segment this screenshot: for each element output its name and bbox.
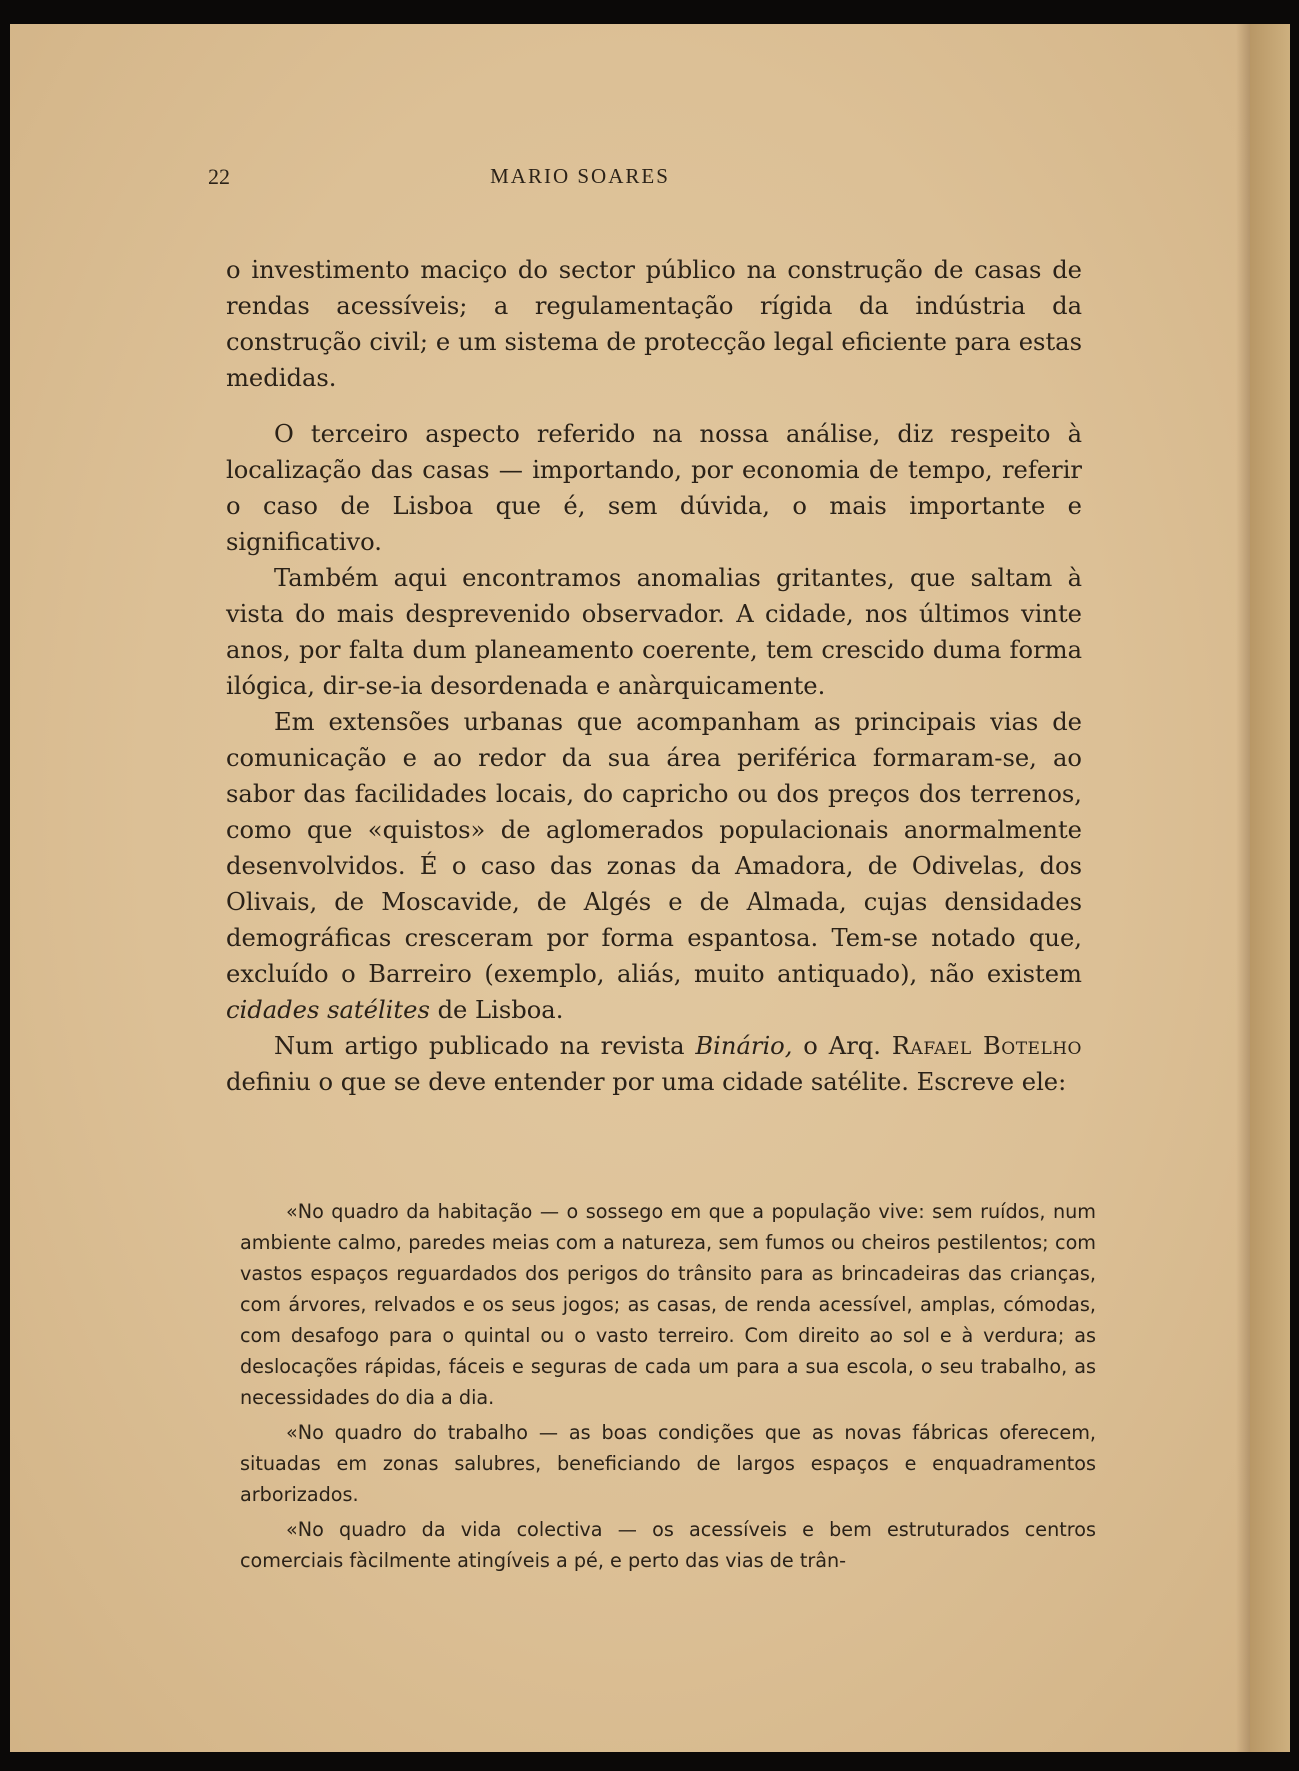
- page-edge-shadow: [1236, 24, 1250, 1752]
- paragraph-4-end: de Lisboa.: [429, 996, 564, 1024]
- author-name: Rafael Botelho: [891, 1032, 1082, 1060]
- paragraph-1: o investimento maciço do sector público na construção de casas de rendas acessíveis; a regulamentação rígida da indústria da construção civil; e um sistema de protecção legal eficiente para estas medidas.: [226, 256, 1082, 392]
- paragraph-5-mid: o Arq.: [792, 1032, 892, 1060]
- paragraph-5-end: definiu o que se deve entender por uma cidade satélite. Escreve ele:: [226, 1068, 1067, 1096]
- journal-title: Binário,: [695, 1032, 793, 1060]
- running-head: MARIO SOARES: [490, 164, 670, 188]
- quote-paragraph-1: «No quadro da habitação — o sossego em que a população vive: sem ruídos, num ambiente calmo, paredes meias com a natureza, sem fumos ou cheiros pestilentos; com vastos espaços reguardados dos perigos do trânsito para as brincadeiras das crianças, com árvores, relvados e os seus jogos; as casas, de renda acessível, amplas, cómodas, com desafogo para o quintal ou o vasto terreiro. Com direito ao sol e à verdura; as deslocações rápidas, fáceis e seguras de cada um para a sua escola, o seu trabalho, as necessidades do dia a dia.: [240, 1200, 1096, 1409]
- adjacent-page-edge: [1250, 24, 1290, 1752]
- quote-paragraph-3: «No quadro da vida colectiva — os acessíveis e bem estruturados centros comerciais fàcilmente atingíveis a pé, e perto das vias de trân-: [240, 1518, 1096, 1572]
- paragraph-5: [226, 1028, 1082, 1100]
- body-text: [226, 252, 1082, 1100]
- paragraph-2: O terceiro aspecto referido na nossa análise, diz respeito à localização das casas — importando, por economia de tempo, referir o caso de Lisboa que é, sem dúvida, o mais importante e significativo.: [226, 420, 1082, 556]
- paragraph-4-text: Em extensões urbanas que acompanham as principais vias de comunicação e ao redor da sua área periférica formaram-se, ao sabor das facilidades locais, do capricho ou dos preços dos terrenos, como que «quistos» de aglomerados populacionais anormalmente desenvolvidos. É o caso das zonas da Amadora, de Odivelas, dos Olivais, de Moscavide, de Algés e de Almada, cujas densidades demográficas cresceram por forma espantosa. Tem-se notado que, excluído o Barreiro (exemplo, aliás, muito antiquado), não existem: [226, 708, 1082, 988]
- book-page: [10, 24, 1250, 1752]
- paragraph-4: [226, 704, 1082, 1028]
- paragraph-5-start: Num artigo publicado na revista: [274, 1032, 696, 1060]
- paragraph-4-italic: cidades satélites: [226, 996, 430, 1024]
- quote-paragraph-2: «No quadro do trabalho — as boas condições que as novas fábricas oferecem, situadas em zonas salubres, beneficiando de largos espaços e enquadramentos arborizados.: [240, 1421, 1096, 1506]
- block-quote: [240, 1196, 1096, 1576]
- paragraph-3: Também aqui encontramos anomalias gritantes, que saltam à vista do mais desprevenido observador. A cidade, nos últimos vinte anos, por falta dum planeamento coerente, tem crescido duma forma ilógica, dir-se-ia desordenada e anàrquicamente.: [226, 564, 1082, 700]
- page-number: 22: [208, 164, 230, 189]
